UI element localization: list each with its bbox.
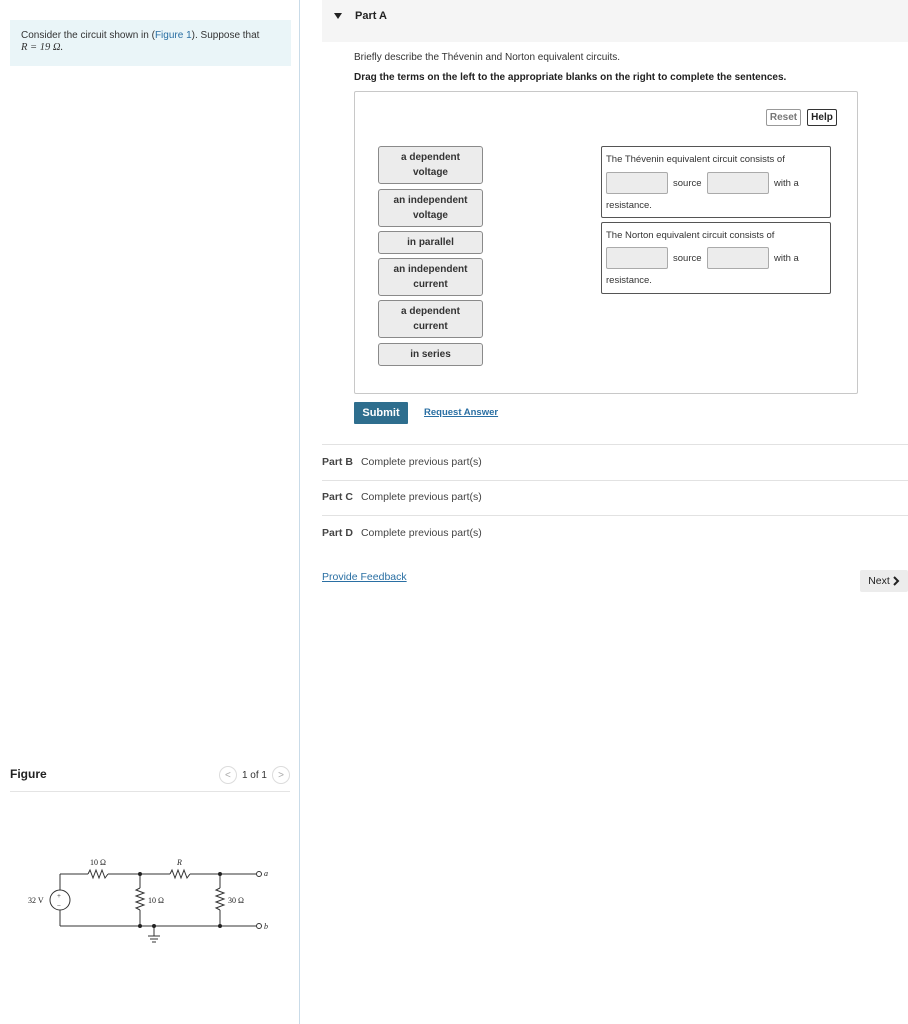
chevron-right-icon[interactable]: > xyxy=(272,766,290,784)
figure-pager xyxy=(219,766,290,784)
thevenin-tail: resistance. xyxy=(606,200,652,211)
label-r-right: 30 Ω xyxy=(228,896,244,905)
norton-source-word: source xyxy=(673,253,702,264)
label-terminal-b: b xyxy=(264,922,268,931)
norton-with-a-word: with a xyxy=(774,253,799,264)
chevron-right-icon xyxy=(893,576,900,586)
problem-math: R = 19 Ω. xyxy=(21,42,64,53)
part-b-label: Part B xyxy=(322,456,353,468)
thevenin-sentence xyxy=(601,146,831,218)
label-r-top-left: 10 Ω xyxy=(90,858,106,867)
label-terminal-a: a xyxy=(264,869,268,878)
part-a-description: Briefly describe the Thévenin and Norton equivalent circuits. xyxy=(354,52,621,63)
norton-sentence xyxy=(601,222,831,294)
part-d-status: Complete previous part(s) xyxy=(360,527,482,539)
chevron-left-icon[interactable]: < xyxy=(219,766,237,784)
part-c-label: Part C xyxy=(322,491,353,503)
problem-text-after: ). Suppose that xyxy=(191,30,260,41)
next-button[interactable] xyxy=(860,570,908,592)
thevenin-source-word: source xyxy=(673,178,702,189)
part-c-status: Complete previous part(s) xyxy=(360,491,482,503)
help-button[interactable]: Help xyxy=(807,109,837,126)
part-a-header[interactable] xyxy=(322,0,908,42)
provide-feedback-link[interactable]: Provide Feedback xyxy=(322,571,407,583)
part-d-label: Part D xyxy=(322,527,353,539)
problem-statement xyxy=(10,20,291,66)
part-b-row[interactable] xyxy=(322,456,908,468)
term-a-dependent-current[interactable]: a dependent current xyxy=(378,300,483,338)
thevenin-lead: The Thévenin equivalent circuit consists of xyxy=(606,154,785,165)
term-a-dependent-voltage[interactable]: a dependent voltage xyxy=(378,146,483,184)
label-plus: + xyxy=(57,892,61,900)
reset-button[interactable]: Reset xyxy=(766,109,801,126)
submit-button[interactable]: Submit xyxy=(354,402,408,424)
term-in-parallel[interactable]: in parallel xyxy=(378,231,483,254)
circuit-diagram xyxy=(20,850,280,960)
next-label: Next xyxy=(868,575,890,587)
norton-blank-1[interactable] xyxy=(606,247,668,269)
figure-title: Figure xyxy=(10,767,47,781)
norton-tail: resistance. xyxy=(606,275,652,286)
part-c-row[interactable] xyxy=(322,491,908,503)
term-an-independent-voltage[interactable]: an independent voltage xyxy=(378,189,483,227)
label-r: R xyxy=(177,858,182,867)
divider xyxy=(322,515,908,516)
thevenin-blank-2[interactable] xyxy=(707,172,769,194)
left-column xyxy=(0,0,300,1024)
request-answer-link[interactable]: Request Answer xyxy=(424,407,499,418)
collapse-triangle-icon[interactable] xyxy=(334,13,342,19)
term-in-series[interactable]: in series xyxy=(378,343,483,366)
norton-lead: The Norton equivalent circuit consists of xyxy=(606,230,775,241)
part-a-instruction: Drag the terms on the left to the appropriate blanks on the right to complete the sentences. xyxy=(354,72,787,83)
term-an-independent-current[interactable]: an independent current xyxy=(378,258,483,296)
divider xyxy=(322,444,908,445)
part-d-row[interactable] xyxy=(322,527,908,539)
figure-link[interactable]: Figure 1 xyxy=(154,30,192,41)
label-r-mid: 10 Ω xyxy=(148,896,164,905)
label-minus: − xyxy=(57,902,61,910)
norton-blank-2[interactable] xyxy=(707,247,769,269)
label-source: 32 V xyxy=(28,896,44,905)
figure-header xyxy=(10,766,290,792)
thevenin-with-a-word: with a xyxy=(774,178,799,189)
divider xyxy=(322,480,908,481)
part-b-status: Complete previous part(s) xyxy=(360,456,482,468)
part-a-title: Part A xyxy=(355,10,387,22)
thevenin-blank-1[interactable] xyxy=(606,172,668,194)
drag-drop-area xyxy=(354,91,858,394)
problem-text-before: Consider the circuit shown in ( xyxy=(21,30,155,41)
figure-pager-text: 1 of 1 xyxy=(241,769,267,781)
